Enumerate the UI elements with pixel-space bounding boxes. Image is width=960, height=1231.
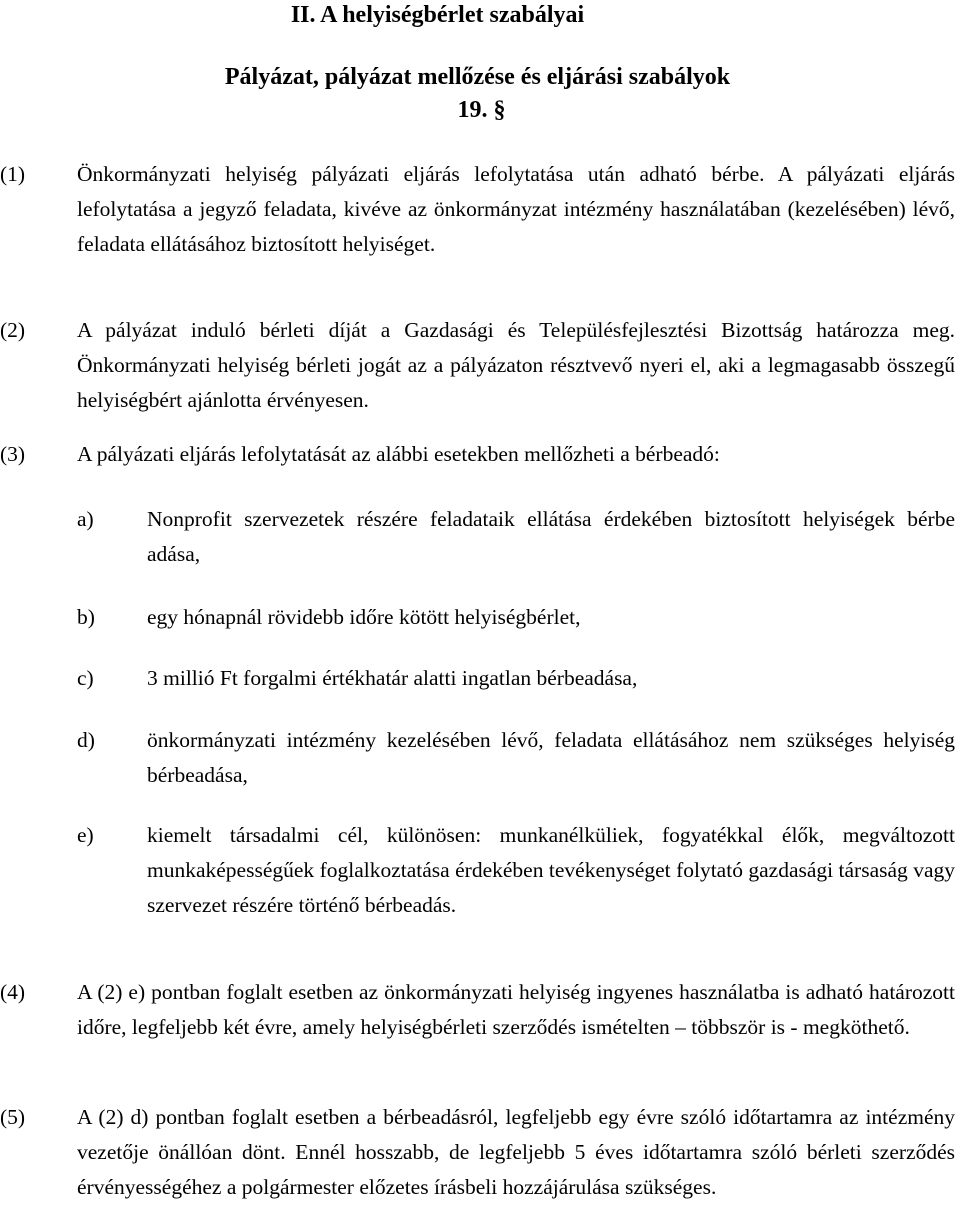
paragraph-text: Önkormányzati helyiség pályázati eljárás lefolytatása után adható bérbe. A pályázati eljárás lefolytatása a jegyző feladata, kivéve az önkormányzat intézmény használatában (kezelésében) lévő, feladata ellátásához biztosított helyiséget.: [77, 162, 955, 256]
list-item-c: [77, 661, 955, 696]
paragraph-number: (5): [0, 1105, 26, 1129]
list-item-text: 3 millió Ft forgalmi értékhatár alatti ingatlan bérbeadása,: [147, 666, 638, 690]
list-item-letter: d): [77, 728, 95, 752]
paragraph-1: [0, 157, 955, 262]
paragraph-4: [0, 975, 955, 1045]
list-item-a: [77, 502, 955, 572]
section-number: 19. §: [457, 97, 506, 123]
list-item-d: [77, 723, 955, 793]
list-item-letter: a): [77, 507, 94, 531]
paragraph-3: [0, 437, 955, 472]
chapter-title: II. A helyiségbérlet szabályai: [290, 2, 585, 28]
list-item-text: kiemelt társadalmi cél, különösen: munkanélküliek, fogyatékkal élők, megváltozott munkaképességűek foglalkoztatása érdekében tevékenységet folytató gazdasági társaság vagy szervezet részére történő bérbeadás.: [147, 823, 955, 917]
paragraph-text: A (2) d) pontban foglalt esetben a bérbeadásról, legfeljebb egy évre szóló időtartamra az intézmény vezetője önállóan dönt. Ennél hosszabb, de legfeljebb 5 éves időtartamra szóló bérleti szerződés érvényességéhez a polgármester előzetes írásbeli hozzájárulása szükséges.: [77, 1105, 955, 1199]
paragraph-number: (1): [0, 162, 26, 186]
list-item-letter: e): [77, 823, 94, 847]
paragraph-number: (2): [0, 318, 26, 342]
list-item-e: [77, 818, 955, 923]
list-item-text: egy hónapnál rövidebb időre kötött helyiségbérlet,: [147, 605, 581, 629]
list-item-letter: c): [77, 666, 94, 690]
list-item-letter: b): [77, 605, 95, 629]
paragraph-5: [0, 1100, 955, 1205]
paragraph-text: A (2) e) pontban foglalt esetben az önkormányzati helyiség ingyenes használatba is adható határozott időre, legfeljebb két évre, amely helyiségbérleti szerződés ismételten – többször is - megköthető.: [77, 980, 955, 1039]
paragraph-number: (3): [0, 442, 26, 466]
paragraph-2: [0, 313, 955, 418]
paragraph-number: (4): [0, 980, 26, 1004]
list-item-text: Nonprofit szervezetek részére feladataik ellátása érdekében biztosított helyiségek bérbe adása,: [147, 507, 955, 566]
list-item-text: önkormányzati intézmény kezelésében lévő, feladata ellátásához nem szükséges helyiség bérbeadása,: [147, 728, 955, 787]
list-item-b: [77, 600, 955, 635]
paragraph-text: A pályázat induló bérleti díját a Gazdasági és Településfejlesztési Bizottság határozza meg. Önkormányzati helyiség bérleti jogát az a pályázaton résztvevő nyeri el, aki a legmagasabb összegű helyiségbért ajánlotta érvényesen.: [77, 318, 955, 412]
paragraph-text: A pályázati eljárás lefolytatását az alábbi esetekben mellőzheti a bérbeadó:: [77, 442, 720, 466]
section-title: Pályázat, pályázat mellőzése és eljárási szabályok: [224, 64, 731, 90]
